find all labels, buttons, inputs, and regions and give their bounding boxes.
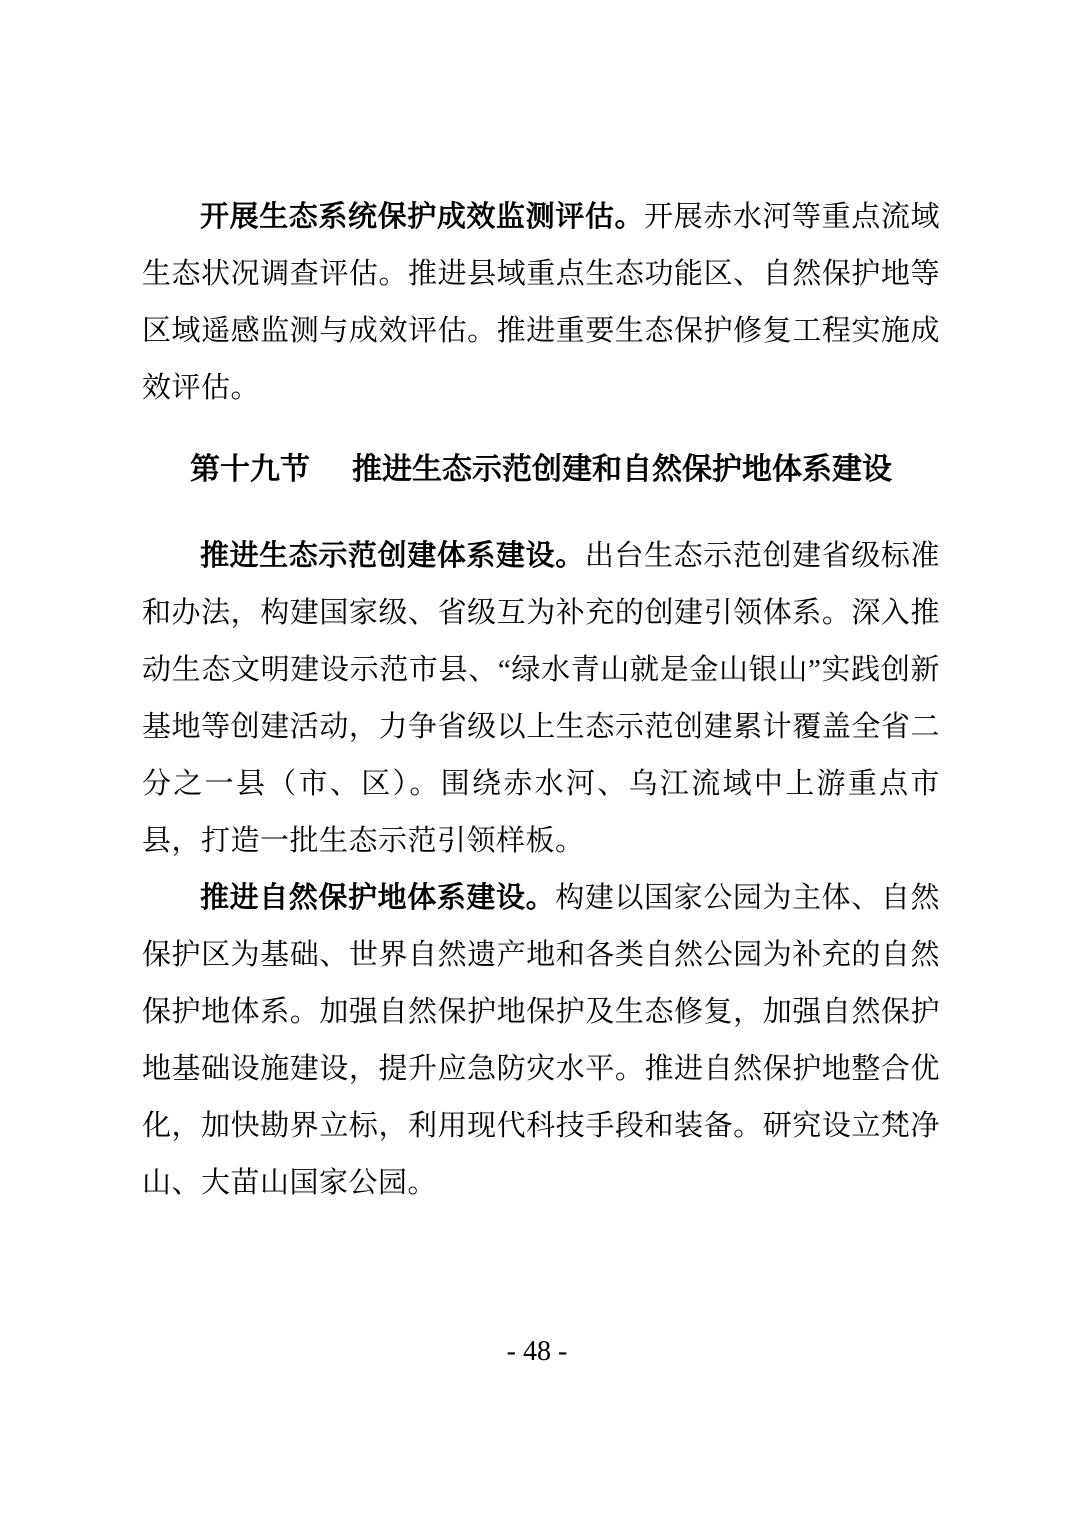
paragraph-lead-bold: 推进生态示范创建体系建设。 bbox=[200, 540, 585, 572]
paragraph-lead-bold: 开展生态系统保护成效监测评估。 bbox=[200, 201, 645, 233]
paragraph-body-text: 开展赤水河等重点流域生态状况调查评估。推进县域重点生态功能区、自然保护地等区域遥感监测与成效评估。推进重要生态保护修复工程实施成效评估。 bbox=[142, 201, 940, 404]
section-number: 第十九节 bbox=[190, 453, 310, 486]
paragraph-body-text: 出台生态示范创建省级标准和办法，构建国家级、省级互为补充的创建引领体系。深入推动生态文明建设示范市县、“绿水青山就是金山银山”实践创新基地等创建活动，力争省级以上生态示范创建累计覆盖全省二分之一县（市、区）。围绕赤水河、乌江流域中上游重点市县，打造一批生态示范引领样板。 bbox=[142, 540, 940, 857]
paragraph-monitoring-evaluation bbox=[142, 189, 940, 417]
document-content bbox=[142, 189, 940, 1212]
section-heading bbox=[142, 441, 940, 498]
paragraph-eco-demonstration bbox=[142, 528, 940, 870]
page-number: - 48 - bbox=[506, 1336, 568, 1367]
paragraph-body-text: 构建以国家公园为主体、自然保护区为基础、世界自然遗产地和各类自然公园为补充的自然保护地体系。加强自然保护地保护及生态修复，加强自然保护地基础设施建设，提升应急防灾水平。推进自然保护地整合优化，加快勘界立标，利用现代科技手段和装备。研究设立梵净山、大苗山国家公园。 bbox=[142, 882, 940, 1199]
paragraph-nature-reserve bbox=[142, 870, 940, 1212]
paragraph-lead-bold: 推进自然保护地体系建设。 bbox=[200, 882, 556, 914]
section-title: 推进生态示范创建和自然保护地体系建设 bbox=[352, 453, 892, 486]
